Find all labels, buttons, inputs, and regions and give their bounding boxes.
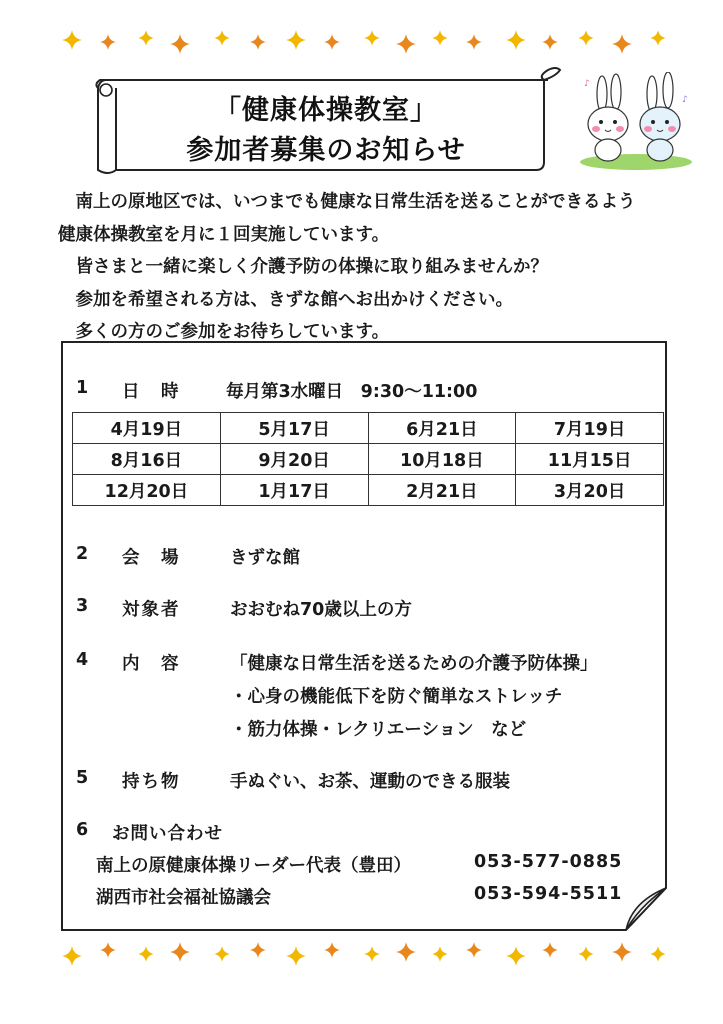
intro-line: 健康体操教室を月に１回実施しています。 (58, 224, 390, 245)
intro-paragraph (58, 186, 708, 349)
rabbit-mascots-icon (578, 72, 696, 172)
item-number: 1 (76, 378, 89, 398)
star-icon (170, 34, 190, 54)
content-line: 「健康な日常生活を送るための介護予防体操」 (230, 654, 598, 674)
star-icon (364, 30, 380, 46)
star-icon (466, 942, 482, 958)
item-number: 6 (76, 820, 89, 840)
schedule-date: 1月17日 (220, 475, 368, 506)
star-border-top (0, 28, 723, 58)
contact-name: 南上の原健康体操リーダー代表（豊田） (96, 856, 411, 876)
item-number: 2 (76, 544, 89, 564)
intro-line: 多くの方のご参加をお待ちしています。 (58, 322, 390, 342)
target-value: おおむね70歳以上の方 (230, 600, 412, 620)
schedule-date: 2月21日 (368, 475, 516, 506)
intro-line: 南上の原地区では、いつまでも健康な日常生活を送ることができるよう (58, 192, 636, 212)
table-row (73, 475, 664, 506)
schedule-date: 6月21日 (368, 413, 516, 444)
schedule-date: 9月20日 (220, 444, 368, 475)
star-icon (138, 30, 154, 46)
intro-line: 皆さまと一緒に楽しく介護予防の体操に取り組みませんか？ (58, 257, 548, 277)
schedule-date: 11月15日 (516, 444, 664, 475)
star-icon (432, 30, 448, 46)
schedule-date: 3月20日 (516, 475, 664, 506)
schedule-date: 5月17日 (220, 413, 368, 444)
content-line: ・心身の機能低下を防ぐ簡単なストレッチ (230, 687, 563, 707)
item-number: 4 (76, 650, 89, 670)
star-icon (214, 30, 230, 46)
contact-phone: 053-594-5511 (474, 884, 623, 904)
star-icon (286, 946, 306, 966)
venue-value: きずな館 (230, 548, 300, 568)
star-icon (650, 946, 666, 962)
title-banner (86, 66, 566, 176)
star-icon (506, 30, 526, 50)
star-icon (286, 30, 306, 50)
contact-label: お問い合わせ (112, 824, 223, 844)
contact-phone: 053-577-0885 (474, 852, 623, 872)
star-icon (214, 946, 230, 962)
star-icon (612, 34, 632, 54)
svg-text:♪: ♪ (682, 95, 688, 105)
star-icon (612, 942, 632, 962)
schedule-date: 10月18日 (368, 444, 516, 475)
content-label: 内 容 (122, 654, 181, 674)
item-number: 3 (76, 596, 89, 616)
venue-label: 会 場 (122, 548, 181, 568)
star-icon (650, 30, 666, 46)
schedule-date: 12月20日 (73, 475, 221, 506)
star-icon (396, 942, 416, 962)
item-number: 5 (76, 768, 89, 788)
star-border-bottom (0, 940, 723, 970)
star-icon (432, 946, 448, 962)
details-box (60, 340, 670, 934)
schedule-date: 7月19日 (516, 413, 664, 444)
star-icon (250, 942, 266, 958)
star-icon (578, 30, 594, 46)
star-icon (506, 946, 526, 966)
schedule-date: 8月16日 (73, 444, 221, 475)
star-icon (170, 942, 190, 962)
star-icon (138, 946, 154, 962)
star-icon (396, 34, 416, 54)
content-line: ・筋力体操・レクリエーション など (230, 720, 527, 740)
schedule-date: 4月19日 (73, 413, 221, 444)
star-icon (324, 34, 340, 50)
intro-line: 参加を希望される方は、きずな館へお出かけください。 (58, 289, 513, 310)
star-icon (466, 34, 482, 50)
star-icon (62, 946, 82, 966)
datetime-value: 毎月第3水曜日 9:30〜11:00 (226, 382, 478, 402)
star-icon (250, 34, 266, 50)
table-row (73, 444, 664, 475)
datetime-label: 日 時 (122, 382, 181, 402)
target-label: 対象者 (122, 600, 181, 620)
star-icon (62, 30, 82, 50)
bring-label: 持ち物 (122, 772, 181, 792)
star-icon (578, 946, 594, 962)
svg-text:♪: ♪ (584, 79, 590, 89)
table-row (73, 413, 664, 444)
banner-subtitle: 参加者募集のお知らせ (186, 135, 466, 166)
star-icon (542, 34, 558, 50)
contact-name: 湖西市社会福祉協議会 (96, 888, 271, 908)
star-icon (100, 942, 116, 958)
banner-title: 「健康体操教室」 (214, 95, 438, 126)
star-icon (542, 942, 558, 958)
star-icon (100, 34, 116, 50)
star-icon (324, 942, 340, 958)
star-icon (364, 946, 380, 962)
bring-value: 手ぬぐい、お茶、運動のできる服装 (230, 772, 510, 792)
schedule-table (72, 412, 664, 506)
